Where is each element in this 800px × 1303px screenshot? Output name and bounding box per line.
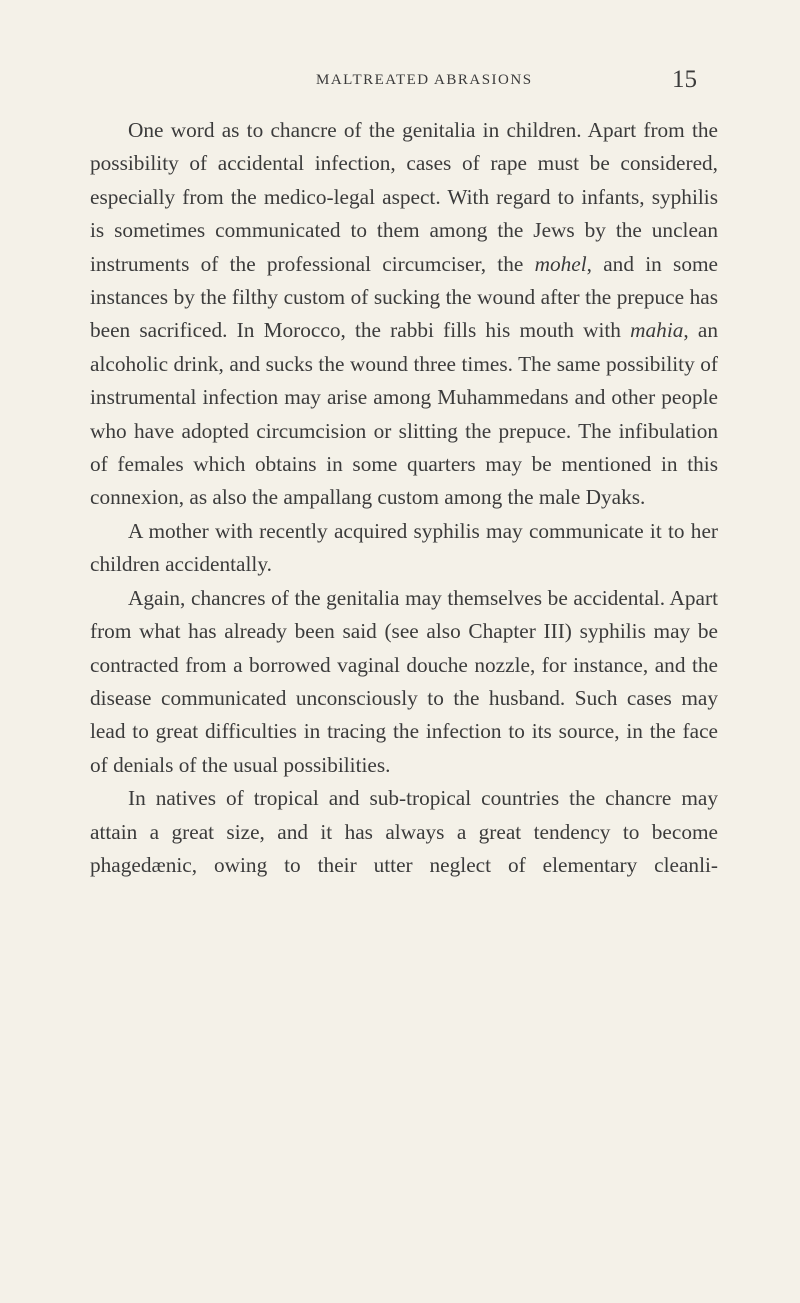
paragraph-mother <box>90 515 718 582</box>
italic-term-mahia: mahia <box>630 318 684 343</box>
running-head <box>0 66 800 100</box>
body-text <box>90 114 718 882</box>
text-segment: In natives of tropical and sub-tropical countries the chancre may attain a great size, and it has always a great tendency to become phagedænic, owing to their utter neglect of elementary cleanli- <box>90 786 718 877</box>
italic-term-mohel: mohel <box>534 251 587 276</box>
text-segment: A mother with recently acquired syphilis may communicate it to her children accidentally. <box>90 518 718 577</box>
page-number: 15 <box>672 66 697 93</box>
text-segment: Again, chancres of the genitalia may themselves be accidental. Apart from what has already been said (see also Chapter III) syphilis may be contracted from a borrowed vaginal douche nozzle, for instance, and the disease communicated unconsciously to the husband. Such cases may lead to great difficulties in tracing the infection to its source, in the face of denials of the usual possibilities. <box>90 585 718 777</box>
paragraph-tropical <box>90 782 718 882</box>
text-segment: , an alcoholic drink, and sucks the wound three times. The same possibility of instrumental infection may arise among Muhammedans and other people who have adopted circumcision or slitting the prepuce. The infibulation of females which obtains in some quarters may be mentioned in this connexion, as also the ampallang custom among the male Dyaks. <box>90 318 719 510</box>
text-segment: One word as to chancre of the genitalia in children. Apart from the possibility of accidental infection, cases of rape must be considered, especially from the medico-legal aspect. With regard to infants, syphilis is sometimes communicated to them among the Jews by the unclean instruments of the professional circumciser, the <box>90 118 718 276</box>
text-segment: , and in some instances by the filthy custom of sucking the wound after the prepuce has been sacrificed. In Morocco, the rabbi fills his mouth with <box>90 251 718 343</box>
paragraph-infant-syphilis <box>90 114 718 515</box>
running-title: MALTREATED ABRASIONS <box>316 72 533 88</box>
paragraph-accidental-chancres <box>90 582 718 782</box>
